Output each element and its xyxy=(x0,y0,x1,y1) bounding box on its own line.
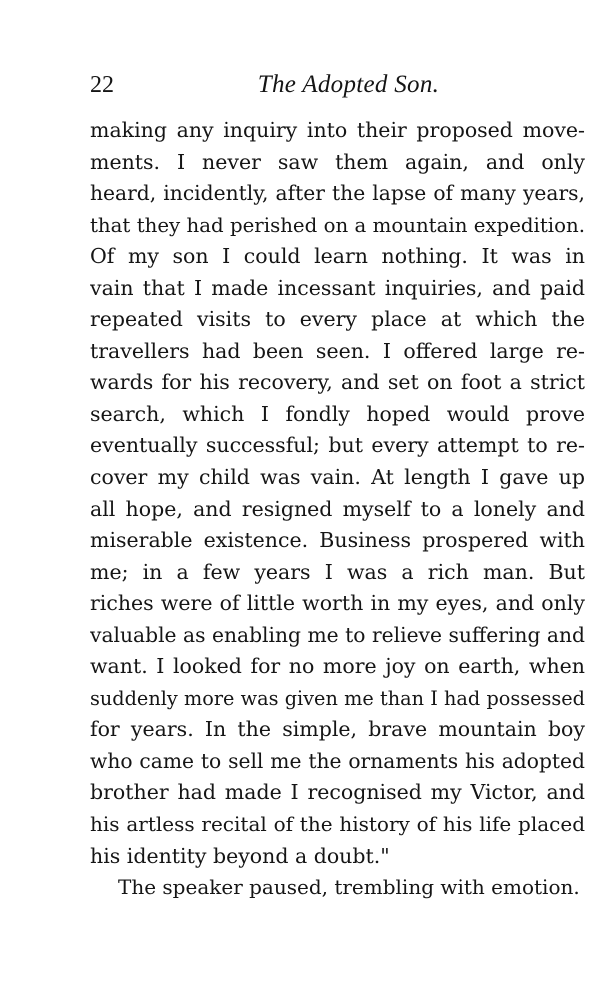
text-line: that they had perished on a mountain expedition. xyxy=(90,213,585,237)
text-line: Of my son I could learn nothing. It was in xyxy=(90,244,585,269)
text-line: all hope, and resigned myself to a lonely and xyxy=(90,496,585,521)
text-line: his artless recital of the history of his life placed xyxy=(90,812,585,837)
text-line: making any inquiry into their proposed move- xyxy=(90,118,585,142)
text-line: riches were of little worth in my eyes, and only xyxy=(90,591,585,616)
paragraph-first-line: The speaker paused, trembling with emotion. xyxy=(118,875,580,900)
text-line: heard, incidently, after the lapse of many years, xyxy=(90,181,585,206)
text-line: ments. I never saw them again, and only xyxy=(90,149,585,174)
text-line: cover my child was vain. At length I gave up xyxy=(90,465,585,490)
text-line: wards for his recovery, and set on foot a strict xyxy=(90,370,585,395)
text-line: vain that I made incessant inquiries, and paid xyxy=(90,275,585,300)
text-line: valuable as enabling me to relieve suffering and xyxy=(90,622,585,647)
text-line: who came to sell me the ornaments his adopted xyxy=(90,748,585,773)
running-title: The Adopted Son. xyxy=(257,71,440,98)
text-line: suddenly more was given me than I had possessed xyxy=(90,686,585,710)
text-line: repeated visits to every place at which the xyxy=(90,307,585,332)
text-line: want. I looked for no more joy on earth, when xyxy=(90,654,585,679)
text-line: eventually successful; but every attempt to re- xyxy=(90,433,585,458)
page-header xyxy=(90,68,585,102)
text-line: miserable existence. Business prospered with xyxy=(90,528,585,553)
text-line: travellers had been seen. I offered large re- xyxy=(90,338,585,363)
text-line: brother had made I recognised my Victor, and xyxy=(90,780,585,805)
text-line: search, which I fondly hoped would prove xyxy=(90,401,585,426)
text-line: me; in a few years I was a rich man. But xyxy=(90,559,585,584)
body-text xyxy=(90,115,585,904)
paragraph-end-line: his identity beyond a doubt." xyxy=(90,843,390,868)
page-number: 22 xyxy=(90,72,114,98)
text-line: for years. In the simple, brave mountain boy xyxy=(90,717,585,742)
